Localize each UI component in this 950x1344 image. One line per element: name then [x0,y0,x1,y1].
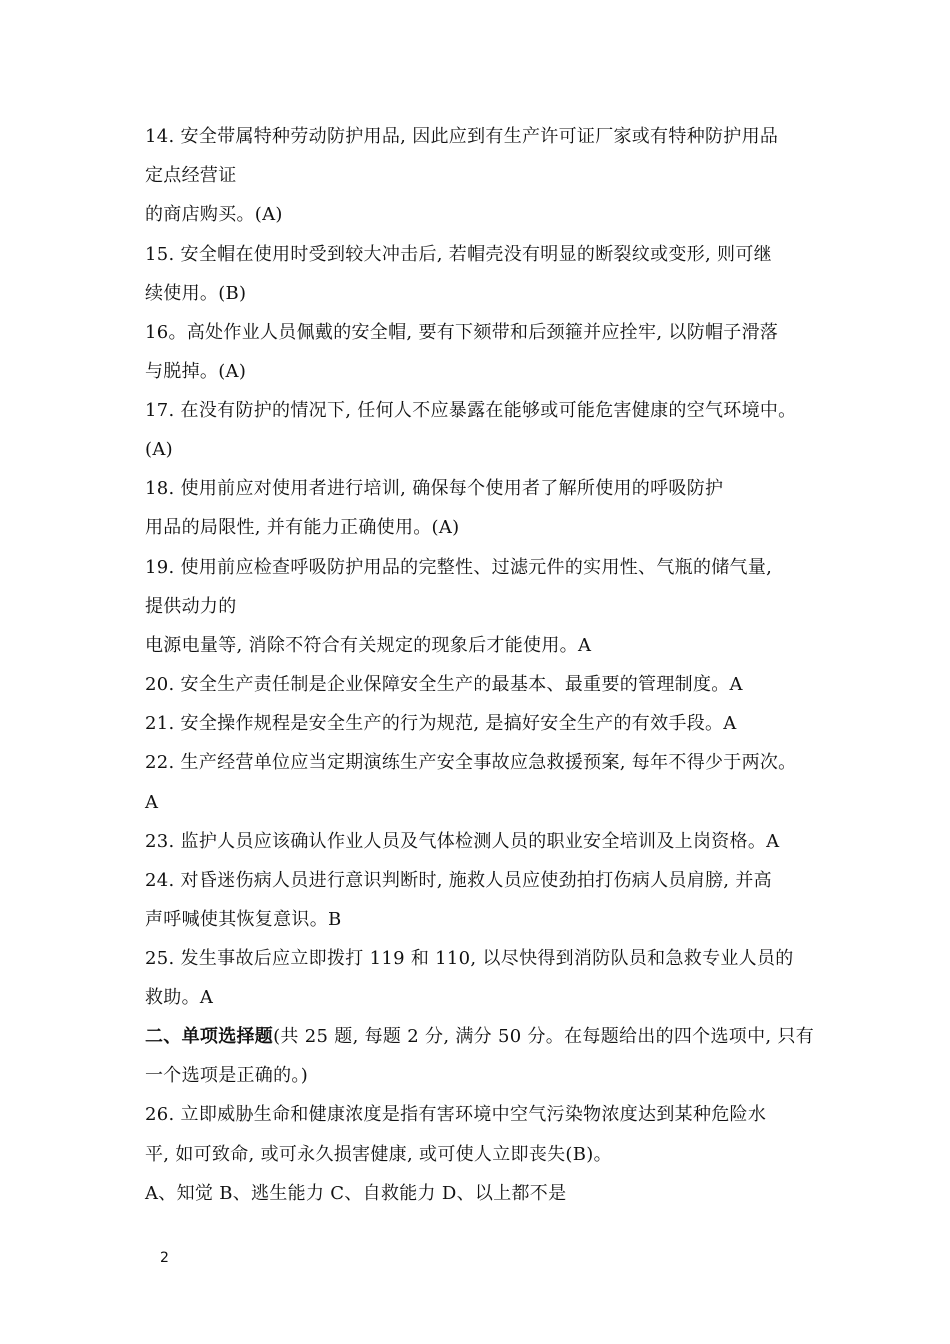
text-line: 24. 对昏迷伤病人员进行意识判断时, 施救人员应使劲拍打伤病人员肩膀, 并高 [145,870,772,891]
text-line: 救助。A [145,987,214,1008]
text-line: 定点经营证 [145,165,237,186]
text-line: 与脱掉。(A) [145,361,247,382]
text-line: 22. 生产经营单位应当定期演练生产安全事故应急救援预案, 每年不得少于两次。 [145,752,797,773]
text-line: 14. 安全带属特种劳动防护用品, 因此应到有生产许可证厂家或有特种防护用品 [145,126,779,147]
text-line: 20. 安全生产责任制是企业保障安全生产的最基本、最重要的管理制度。A [145,674,743,695]
text-line: 提供动力的 [145,596,237,617]
section-heading-line [145,1025,814,1049]
text-line: 25. 发生事故后应立即拨打 119 和 110, 以尽快得到消防队员和急救专业人员的 [145,948,794,969]
section-note-line: 一个选项是正确的。) [145,1065,309,1086]
text-line: 21. 安全操作规程是安全生产的行为规范, 是搞好安全生产的有效手段。A [145,713,737,734]
text-line: 18. 使用前应对使用者进行培训, 确保每个使用者了解所使用的呼吸防护 [145,478,724,499]
text-line: 声呼喊使其恢复意识。B [145,909,342,930]
page-number: 2 [160,1250,169,1266]
text-line: 15. 安全帽在使用时受到较大冲击后, 若帽壳没有明显的断裂纹或变形, 则可继 [145,244,772,265]
question-line: 26. 立即威胁生命和健康浓度是指有害环境中空气污染物浓度达到某种危险水 [145,1104,767,1125]
options-line: A、知觉 B、逃生能力 C、自救能力 D、以上都不是 [145,1183,567,1204]
text-line: 19. 使用前应检查呼吸防护用品的完整性、过滤元件的实用性、气瓶的储气量, [145,557,773,578]
text-line: 续使用。(B) [145,283,247,304]
text-line: 23. 监护人员应该确认作业人员及气体检测人员的职业安全培训及上岗资格。A [145,831,780,852]
text-line: A [145,792,159,813]
section-heading: 二、单项选择题 [145,1026,274,1047]
text-line: 用品的局限性, 并有能力正确使用。(A) [145,517,460,538]
section-note: (共 25 题, 每题 2 分, 满分 50 分。在每题给出的四个选项中, 只有 [273,1026,815,1047]
text-line: 16。高处作业人员佩戴的安全帽, 要有下颏带和后颈箍并应拴牢, 以防帽子滑落 [145,322,779,343]
text-line: 17. 在没有防护的情况下, 任何人不应暴露在能够或可能危害健康的空气环境中。 [145,400,797,421]
text-line: 的商店购买。(A) [145,204,283,225]
question-line: 平, 如可致命, 或可永久损害健康, 或可使人立即丧失(B)。 [145,1144,612,1165]
text-line: (A) [145,439,173,460]
text-line: 电源电量等, 消除不符合有关规定的现象后才能使用。A [145,635,592,656]
